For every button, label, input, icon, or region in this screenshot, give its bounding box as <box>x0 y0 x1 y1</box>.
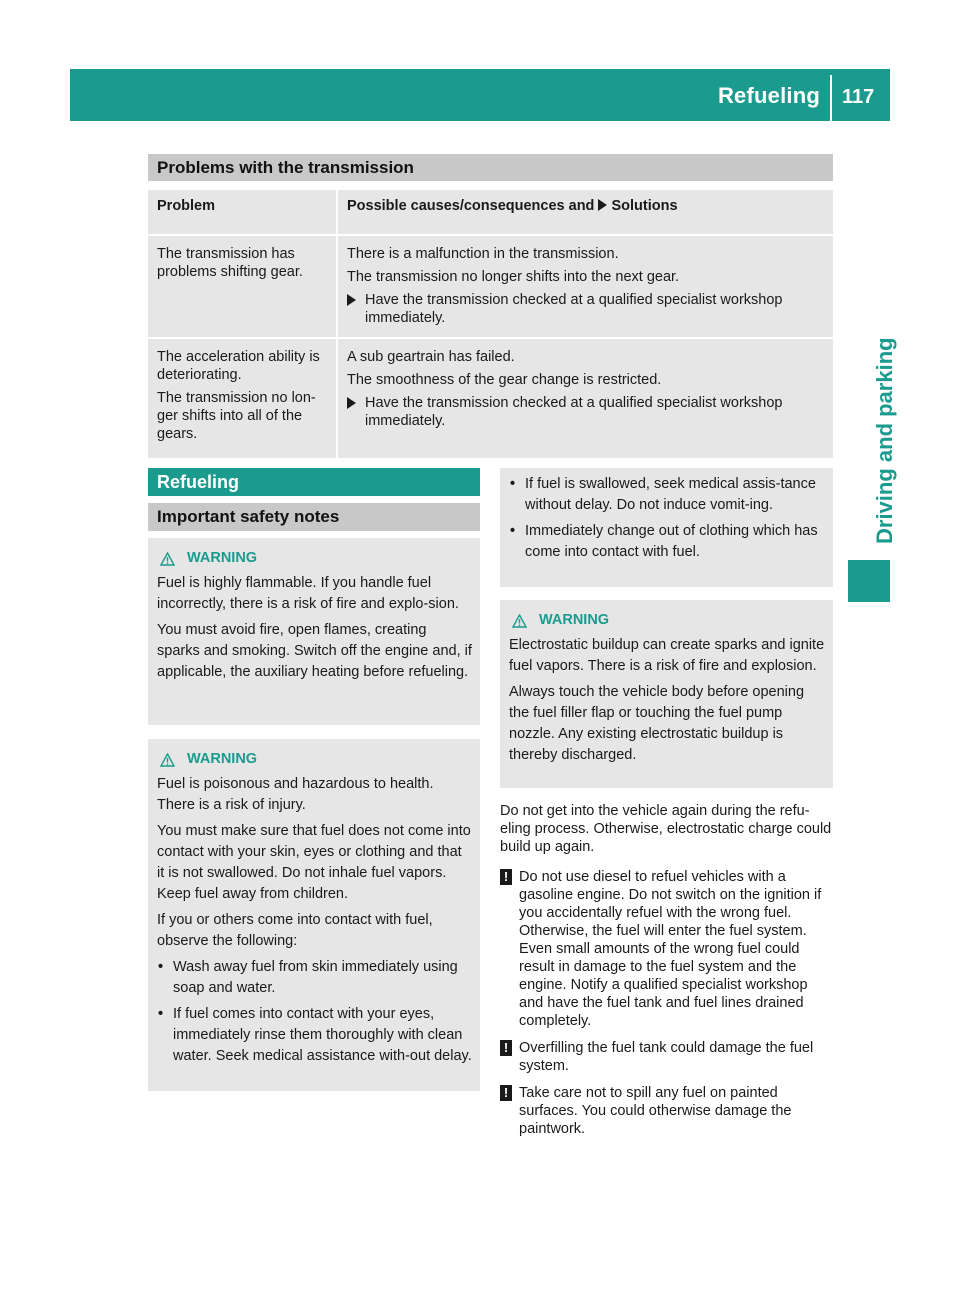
col-solutions <box>338 190 833 234</box>
warning-label: WARNING <box>157 749 472 770</box>
problem-text: The transmission no lon-ger shifts into all of the gears. <box>157 390 316 442</box>
exclamation-icon: ! <box>500 869 512 885</box>
table-row <box>148 236 833 337</box>
cause-text: A sub geartrain has failed. <box>347 349 515 365</box>
warning-text: Fuel is poisonous and hazardous to health. There is a risk of injury. <box>157 776 434 813</box>
bullet-icon: • <box>510 523 516 539</box>
side-tab-label-wrap <box>846 304 896 544</box>
warning-text: You must make sure that fuel does not come into contact with your skin, eyes or clothing and that it is not swallowed. Do not inhale fuel vapors. Keep fuel away from children. <box>157 823 471 902</box>
bullet-icon: • <box>158 1006 164 1022</box>
notice-list <box>500 868 835 1147</box>
table-header-row <box>148 190 833 234</box>
notice-item: ! Do not use diesel to refuel vehicles with a gasoline engine. Do not switch on the ignition if you accidentally refuel with the wrong fuel. Otherwise, the fuel will enter the fuel system. Even small amounts of the wrong fuel could result in damage to the fuel system and the engine. Notify a qualified specialist workshop and have the fuel tank and fuel lines drained completely. <box>500 868 835 1030</box>
refueling-heading: Refueling <box>148 468 480 496</box>
warning-box-flammable <box>148 538 480 725</box>
col-solutions-post: Solutions <box>611 198 678 214</box>
solution-cell <box>338 339 833 458</box>
solution-cell <box>338 236 833 337</box>
page-header-bar <box>70 69 890 121</box>
problem-cell <box>148 236 338 337</box>
warning-triangle-icon <box>512 614 527 628</box>
solution-step <box>347 394 824 430</box>
page-number: 117 <box>842 86 875 108</box>
problem-cell <box>148 339 338 458</box>
list-item: • Immediately change out of clothing which has come into contact with fuel. <box>510 523 818 560</box>
body-paragraph: Do not get into the vehicle again during the refu-eling process. Otherwise, electrostatic charge could build up again. <box>500 803 832 855</box>
cause-text: The transmission no longer shifts into the next gear. <box>347 269 680 285</box>
header-section-title: Refueling <box>717 83 820 108</box>
warning-label: WARNING <box>509 610 825 631</box>
warning-text: If you or others come into contact with fuel, observe the following: <box>157 912 433 949</box>
col-problem: Problem <box>148 190 338 234</box>
list-item: • If fuel is swallowed, seek medical assis-tance without delay. Do not induce vomit-ing. <box>510 476 816 513</box>
warning-text: Always touch the vehicle body before opening the fuel filler flap or touching the fuel pump nozzle. Any existing electrostatic buildup is thereby discharged. <box>509 684 805 763</box>
warning-text: Electrostatic buildup can create sparks and ignite fuel vapors. There is a risk of fire and explosion. <box>509 637 825 674</box>
problem-text: The transmission has problems shifting gear. <box>157 246 303 280</box>
col-solutions-pre: Possible causes/consequences and <box>347 198 595 214</box>
solution-text: Have the transmission checked at a qualified specialist workshop immediately. <box>365 395 783 429</box>
exclamation-icon: ! <box>500 1085 512 1101</box>
side-tab-label: Driving and parking <box>872 337 897 544</box>
arrow-right-icon <box>347 294 356 306</box>
warning-label: WARNING <box>157 548 472 569</box>
safety-notes-heading: Important safety notes <box>148 503 480 531</box>
arrow-right-icon <box>347 397 356 409</box>
exclamation-icon: ! <box>500 1040 512 1056</box>
side-tab-marker <box>848 560 890 602</box>
cause-text: The smoothness of the gear change is restricted. <box>347 372 662 388</box>
bullet-icon: • <box>158 959 164 975</box>
notice-item: ! Take care not to spill any fuel on painted surfaces. You could otherwise damage the paintwork. <box>500 1084 835 1138</box>
header-divider <box>830 75 832 121</box>
list-item: • If fuel comes into contact with your eyes, immediately rinse them thoroughly with clean water. Seek medical assistance with-out delay. <box>158 1006 472 1064</box>
solution-text: Have the transmission checked at a qualified specialist workshop immediately. <box>365 292 783 326</box>
warning-box-poisonous <box>148 739 480 1091</box>
table-row <box>148 339 833 458</box>
problem-text: The acceleration ability is deteriorating. <box>157 349 320 383</box>
cause-text: There is a malfunction in the transmission. <box>347 246 619 262</box>
warning-text: Fuel is highly flammable. If you handle fuel incorrectly, there is a risk of fire and explo-sion. <box>157 575 459 612</box>
list-item: • Wash away fuel from skin immediately using soap and water. <box>158 959 458 996</box>
warning-box-poisonous-continued <box>500 468 833 587</box>
solution-step <box>347 291 824 327</box>
transmission-table <box>148 188 833 460</box>
bullet-icon: • <box>510 476 516 492</box>
notice-item: ! Overfilling the fuel tank could damage the fuel system. <box>500 1039 835 1075</box>
transmission-heading: Problems with the transmission <box>148 154 833 181</box>
warning-triangle-icon <box>160 753 175 767</box>
warning-box-electrostatic <box>500 600 833 788</box>
warning-triangle-icon <box>160 552 175 566</box>
warning-text: You must avoid fire, open flames, creating sparks and smoking. Switch off the engine and, if applicable, the auxiliary heating before refueling. <box>157 622 472 680</box>
arrow-right-icon <box>598 199 607 211</box>
